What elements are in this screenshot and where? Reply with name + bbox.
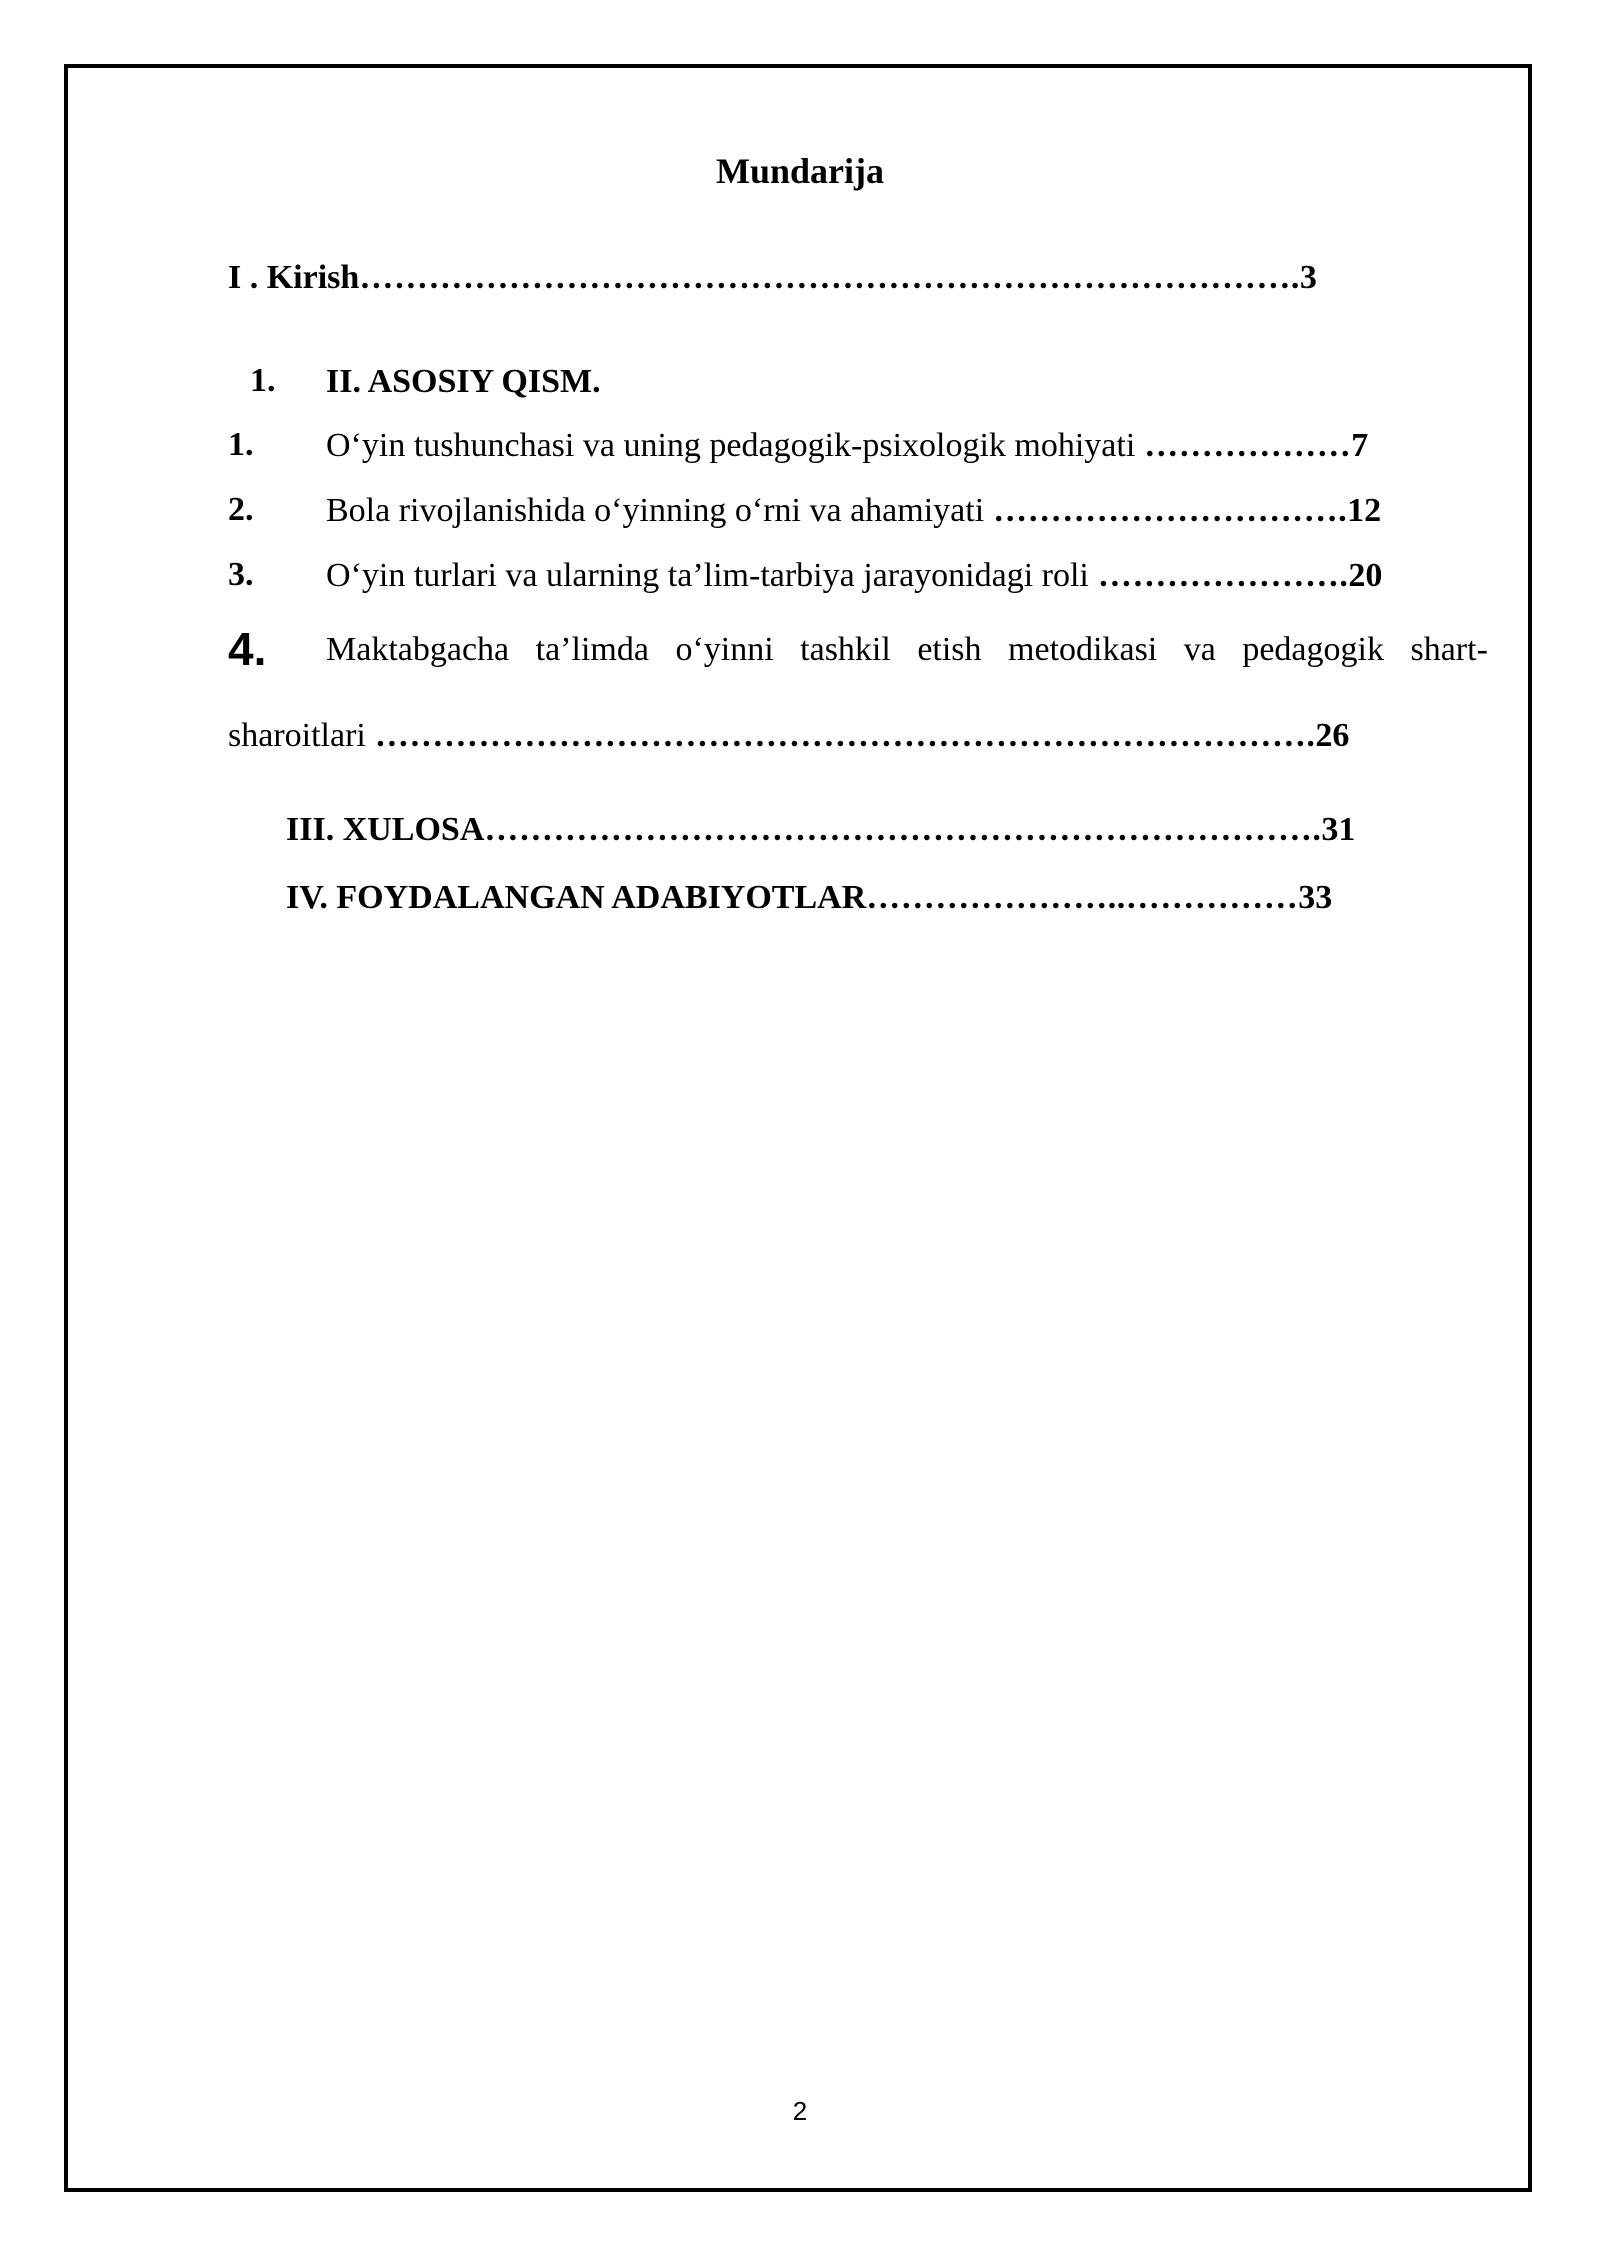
section-heading: II. ASOSIY QISM. bbox=[326, 363, 601, 400]
page-border bbox=[64, 64, 1532, 2192]
toc-leader-dots: ………………………………………………………………. bbox=[484, 811, 1322, 848]
toc-leader-dots: ……………… bbox=[1135, 427, 1352, 464]
toc-item-text: sharoitlari bbox=[228, 717, 366, 754]
toc-item-word: pedagogik bbox=[1242, 631, 1384, 668]
toc-item-text: O‘yin tushunchasi va uning pedagogik-psixologik mohiyati bbox=[326, 427, 1136, 464]
toc-item-text: Bola rivojlanishida o‘yinning o‘rni va ahamiyati bbox=[326, 492, 985, 529]
toc-entry-intro bbox=[228, 258, 1317, 298]
toc-leader-dots: ………………………………………………………………………. bbox=[359, 259, 1300, 296]
toc-item-text: O‘yin turlari va ularning ta’lim-tarbiya jarayonidagi roli bbox=[326, 557, 1089, 594]
toc-title: Mundarija bbox=[715, 151, 884, 191]
toc-item-line-2 bbox=[228, 716, 1349, 756]
toc-item-word: Maktabgacha bbox=[326, 631, 510, 668]
toc-item-word: ta’limda bbox=[535, 631, 649, 668]
toc-page-number: 12 bbox=[1347, 492, 1382, 529]
toc-entry-conclusion bbox=[286, 810, 1355, 850]
toc-item-word: metodikasi bbox=[1008, 631, 1158, 668]
toc-page-number: 26 bbox=[1315, 717, 1350, 754]
toc-leader-dots: …………………. bbox=[1088, 557, 1349, 594]
toc-page-number: 7 bbox=[1351, 427, 1369, 464]
toc-page-number: 20 bbox=[1348, 557, 1383, 594]
toc-item-word: o‘yinni bbox=[675, 631, 774, 668]
section-number: 1. bbox=[250, 362, 276, 399]
toc-item bbox=[326, 556, 1382, 596]
toc-item bbox=[326, 491, 1381, 531]
toc-item-word: tashkil bbox=[800, 631, 891, 668]
toc-leader-dots: …………………..…………… bbox=[866, 879, 1299, 916]
toc-page-number: 31 bbox=[1321, 811, 1356, 848]
toc-entry-label: III. XULOSA bbox=[286, 811, 485, 848]
toc-item bbox=[326, 426, 1368, 466]
toc-page-number: 3 bbox=[1299, 259, 1317, 296]
toc-item-word: va bbox=[1183, 631, 1216, 668]
toc-entry-references bbox=[286, 878, 1332, 918]
toc-item-number: 3. bbox=[228, 556, 254, 593]
toc-item-number: 1. bbox=[228, 426, 254, 463]
toc-entry-label: IV. FOYDALANGAN ADABIYOTLAR bbox=[286, 879, 867, 916]
toc-entry-label: I . Kirish bbox=[228, 259, 360, 296]
toc-item-word: etish bbox=[917, 631, 982, 668]
page-number: 2 bbox=[792, 2096, 808, 2126]
toc-item-number: 2. bbox=[228, 491, 254, 528]
toc-leader-dots: …………………………. bbox=[984, 492, 1348, 529]
toc-item-line-1 bbox=[326, 630, 1488, 670]
toc-page-number: 33 bbox=[1298, 879, 1333, 916]
toc-item-number: 4. bbox=[228, 623, 267, 675]
toc-item-word: shart- bbox=[1410, 631, 1488, 668]
toc-leader-dots: ………………………………………………………………………. bbox=[365, 717, 1316, 754]
